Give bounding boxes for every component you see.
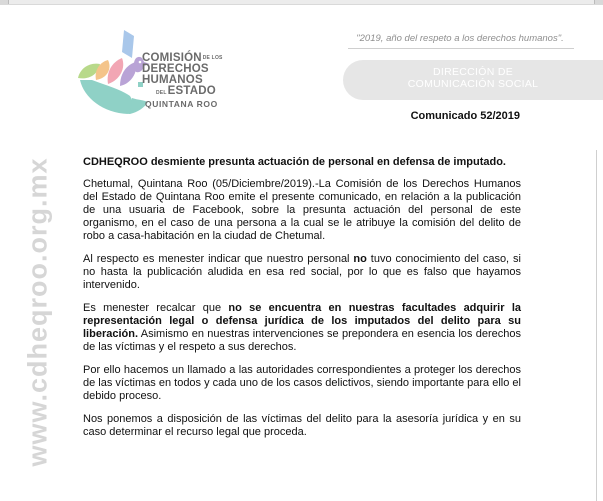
banner-line-1: DIRECCIÓN DE [432,66,514,78]
paragraph-2-emphasis: no [353,253,367,265]
paragraph-3-emphasis: no se encuentra en nuestras facultades adquirir la representación legal o defensa jurídica de los imputados del delito para su liberación. [83,302,521,340]
header-motto-rule [348,48,574,49]
paragraph-3 [83,302,521,354]
document-top-bar-inner [8,0,595,4]
logo-blue-flag [122,30,134,58]
banner-line-2: COMUNICACIÓN SOCIAL [407,78,539,90]
document-title: CDHEQROO desmiente presunta actuación de personal en defensa de imputado. [83,156,506,168]
logo-word-comision: COMISIÓN [142,52,202,64]
document-top-bar [0,0,603,5]
document-body [83,156,521,449]
logo-teal-shape [80,80,133,114]
paragraph-2 [83,253,521,292]
paragraph-2-text-c: tuvo conocimiento del caso, si no hasta la publicación aludida en esa red social, por lo que es falso que hayamos intervenido. [83,253,521,291]
communique-number: Comunicado 52/2019 [410,110,520,122]
logo-orange-leaf [96,60,110,80]
department-banner-text [343,66,603,90]
logo-word-del: DEL [156,90,167,96]
header-motto: "2019, año del respeto a los derechos humanos". [356,33,564,44]
logo-word-humanos: HUMANOS [142,74,203,86]
logo-word-de-los: DE LOS [202,55,223,61]
logo-word-derechos: DERECHOS [142,63,209,75]
paragraph-1: Chetumal, Quintana Roo (05/Diciembre/2019).-La Comisión de los Derechos Humanos del Estado de Quintana Roo emite el presente comunicado, en relación a la publicación de una usuaria de Facebook, sobre la presunta actuación del personal de este organismo, en el caso de una persona a la cual se le atribuye la comisión del delito de robo a casa-habitación en la ciudad de Chetumal. [83,178,521,242]
logo-word-quintana-roo: QUINTANA ROO [145,99,218,109]
logo-word-estado: ESTADO [167,85,216,97]
paragraph-4: Por ello hacemos un llamado a las autoridades correspondientes a proteger los derechos de las víctimas en todos y cada uno de los casos delictivos, siendo importante para ello el debido proceso. [83,364,521,402]
page-right-border [596,150,597,501]
paragraph-5: Nos ponemos a disposición de las víctimas del delito para la asesoría jurídica y en su caso determinar el recurso legal que proceda. [83,413,521,438]
paragraph-3-text-c: Asimismo en nuestras intervenciones se prepondera en esencia los derechos de las víctimas y el respeto a sus derechos. [83,328,521,353]
logo-wordmark [142,53,223,109]
logo-bird-eye [139,61,142,64]
paragraph-3-text-a: Es menester recalcar que [83,302,229,314]
side-watermark-url: www.cdheqroo.org.mx [22,157,53,467]
paragraph-2-text-a: Al respecto es menester indicar que nuestro personal [83,253,354,265]
